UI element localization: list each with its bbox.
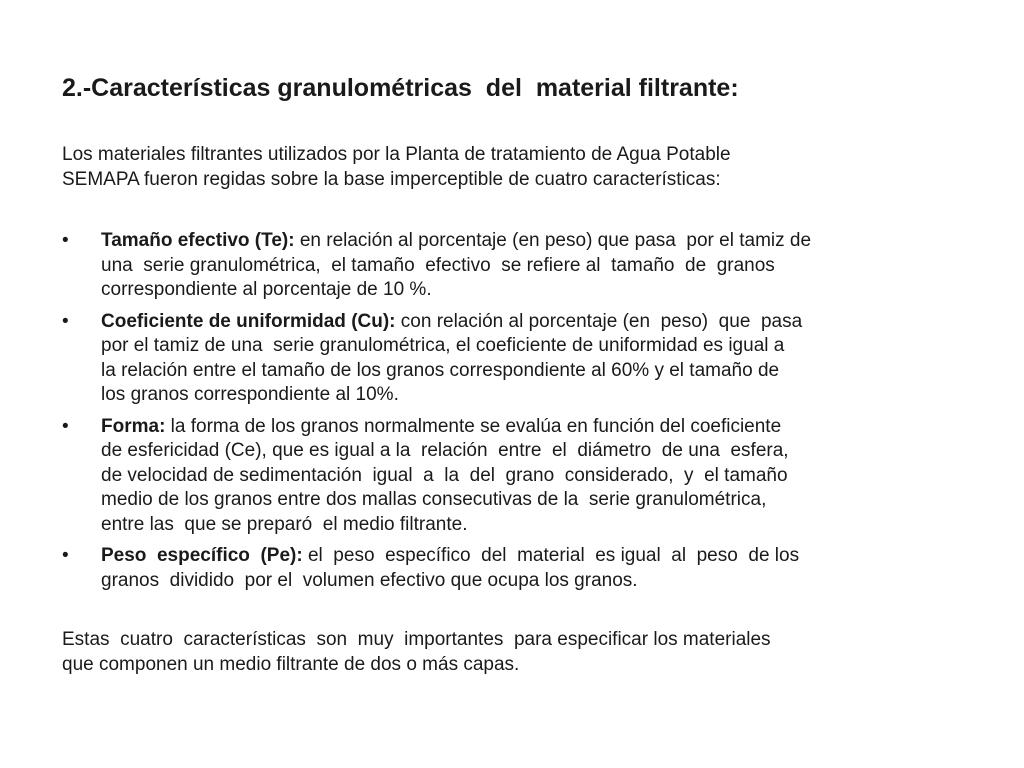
bullet-uniformity-coefficient (0, 310, 1024, 408)
bullet-icon: • (62, 545, 69, 566)
bullet-text: la forma de los granos normalmente se evalúa en función del coeficiente de esfericidad (Ce), que es igual a la relación entre el diámetro de una esfera, de velocidad de sedimentación igual a la del grano considerado, y el tamaño medio de los granos entre dos mallas consecutivas de la serie granulométrica, entre las que se preparó el medio filtrante. (101, 415, 789, 535)
bullet-text: en relación al porcentaje (en peso) que pasa por el tamiz de una serie granulométrica, el tamaño efectivo se refiere al tamaño de granos correspondiente al porcentaje de 10 %. (101, 230, 812, 300)
bullet-shape (0, 415, 1024, 538)
bullet-text: con relación al porcentaje (en peso) que pasa por el tamiz de una serie granulométrica, el coeficiente de uniformidad es igual a la relación entre el tamaño de los granos correspondiente al 60% y el tamaño de los granos correspondiente al 10%. (101, 310, 803, 405)
bullet-icon: • (62, 230, 69, 251)
bullet-text: el peso específico del material es igual al peso de los granos dividido por el volumen efectivo que ocupa los granos. (101, 545, 800, 591)
closing-paragraph: Estas cuatro características son muy importantes para especificar los materiales que componen un medio filtrante de dos o más capas. (62, 629, 771, 675)
bullet-term: Tamaño efectivo (Te): (101, 230, 295, 251)
bullet-icon: • (62, 310, 69, 332)
bullet-effective-size (0, 229, 1024, 303)
bullet-specific-weight (0, 544, 1024, 593)
characteristics-list (0, 229, 1024, 600)
slide-title: 2.-Características granulométricas del material filtrante: (62, 74, 739, 102)
bullet-icon: • (62, 415, 69, 437)
bullet-term: Coeficiente de uniformidad (Cu): (101, 310, 396, 332)
bullet-term: Forma: (101, 415, 166, 437)
bullet-term: Peso específico (Pe): (101, 545, 303, 566)
intro-paragraph: Los materiales filtrantes utilizados por la Planta de tratamiento de Agua Potable SEMAPA fueron regidas sobre la base imperceptible de cuatro características: (62, 144, 731, 190)
